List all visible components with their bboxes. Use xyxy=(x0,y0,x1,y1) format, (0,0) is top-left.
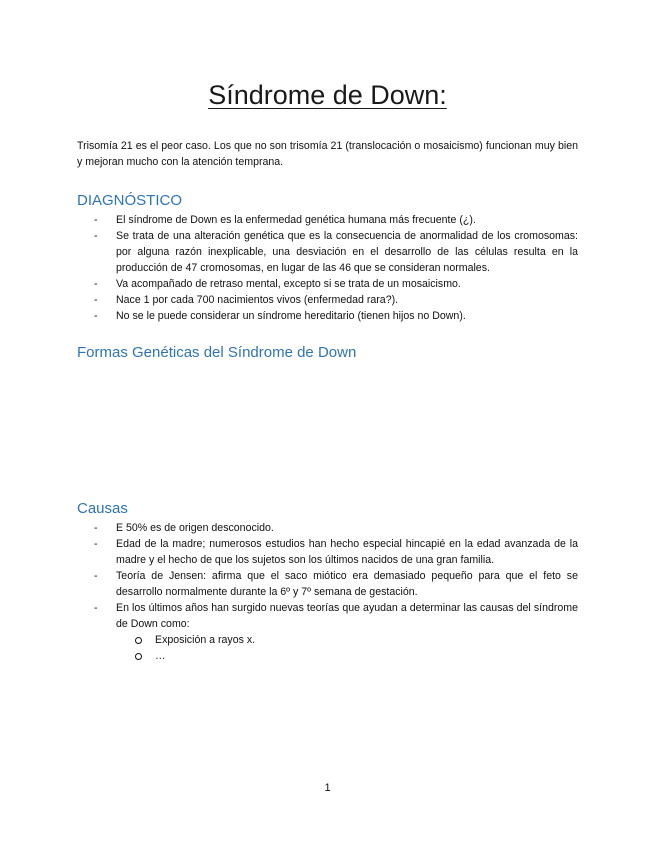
dash-bullet: - xyxy=(94,602,98,614)
list-item: - Edad de la madre; numerosos estudios han hecho especial hincapié en la edad avanzada de la madre y el hecho de que los sujetos son los últimos nacidos de una gran familia. xyxy=(94,538,578,566)
dash-bullet: - xyxy=(94,278,98,290)
dash-bullet: - xyxy=(94,214,98,226)
diagnostico-list xyxy=(77,212,578,324)
heading-causas: Causas xyxy=(77,500,128,517)
list-item: - Va acompañado de retraso mental, excepto si se trata de un mosaicismo. xyxy=(94,278,461,290)
heading-diagnostico: DIAGNÓSTICO xyxy=(77,192,183,209)
dash-bullet: - xyxy=(94,310,98,322)
causas-sublist xyxy=(116,632,578,664)
dash-bullet: - xyxy=(94,570,98,582)
heading-formas-geneticas: Formas Genéticas del Síndrome de Down xyxy=(77,344,357,361)
page-title: Síndrome de Down: xyxy=(208,80,447,110)
list-item: - No se le puede considerar un síndrome hereditario (tienen hijos no Down). xyxy=(94,310,466,322)
intro-paragraph: Trisomía 21 es el peor caso. Los que no son trisomía 21 (translocación o mosaicismo) funcionan muy bien y mejoran mucho con la atención temprana. xyxy=(77,140,578,168)
list-item: - E 50% es de origen desconocido. xyxy=(94,522,274,534)
sub-list-item: Exposición a rayos x. xyxy=(116,632,578,648)
dash-bullet: - xyxy=(94,230,98,242)
dash-bullet: - xyxy=(94,538,98,550)
list-item: - En los últimos años han surgido nuevas teorías que ayudan a determinar las causas del síndrome de Down como: Exposición a rayos x. … xyxy=(94,602,578,662)
list-item: - Teoría de Jensen: afirma que el saco miótico era demasiado pequeño para que el feto se desarrollo normalmente durante la 6º y 7º semana de gestación. xyxy=(94,570,578,598)
circle-bullet-icon xyxy=(135,637,142,644)
list-item: - El síndrome de Down es la enfermedad genética humana más frecuente (¿). xyxy=(94,214,476,226)
page-number: 1 xyxy=(324,782,331,794)
list-item: - Se trata de una alteración genética que es la consecuencia de anormalidad de los cromosomas: por alguna razón inexplicable, una desviación en el desarrollo de las células resulta en la producción de 47 cromosomas, en lugar de las 46 que se consideran normales. xyxy=(94,230,578,274)
causas-list xyxy=(77,520,578,664)
dash-bullet: - xyxy=(94,522,98,534)
circle-bullet-icon xyxy=(135,653,142,660)
list-item: - Nace 1 por cada 700 nacimientos vivos (enfermedad rara?). xyxy=(94,294,399,306)
sub-list-item: … xyxy=(116,648,578,664)
dash-bullet: - xyxy=(94,294,98,306)
